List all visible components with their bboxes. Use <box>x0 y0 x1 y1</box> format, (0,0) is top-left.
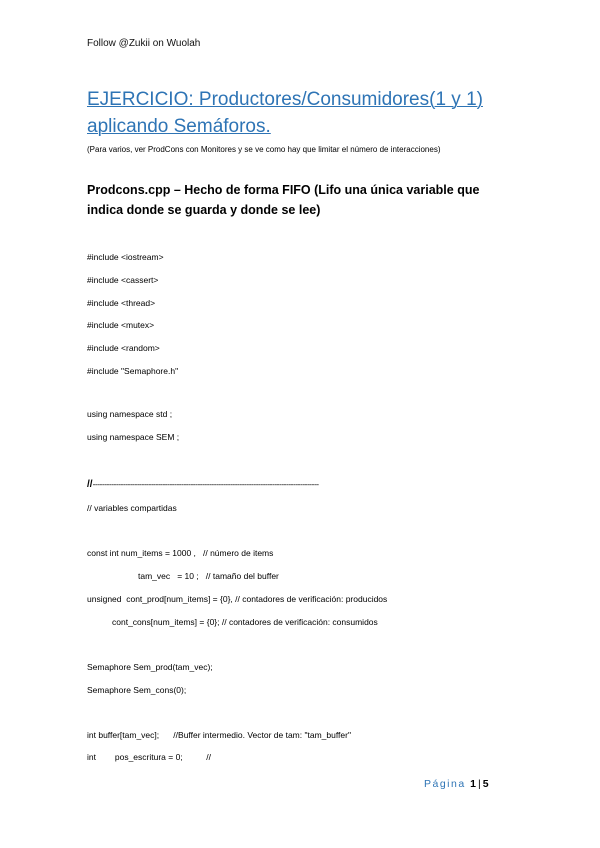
code-line-include-random: #include <random> <box>87 343 160 353</box>
document-title[interactable]: EJERCICIO: Productores/Consumidores(1 y 1) aplicando Semáforos. <box>87 89 483 137</box>
code-line-cont-cons: cont_cons[num_items] = {0}; // contadores de verificación: consumidos <box>112 617 378 627</box>
footer-separator: | <box>477 778 481 790</box>
separator-prefix: // <box>87 479 93 490</box>
code-separator <box>87 479 319 490</box>
code-line-using-sem: using namespace SEM ; <box>87 432 180 442</box>
section-heading: Prodcons.cpp – Hecho de forma FIFO (Lifo una única variable que indica donde se guarda y donde se lee) <box>87 183 480 217</box>
code-line-include-semaphore: #include "Semaphore.h" <box>87 366 179 376</box>
code-line-include-iostream: #include <iostream> <box>87 252 164 262</box>
header-note: Follow @Zukii on Wuolah <box>87 38 201 49</box>
code-line-include-thread: #include <thread> <box>87 298 156 308</box>
subtitle-note: (Para varios, ver ProdCons con Monitores y se ve como hay que limitar el número de interacciones) <box>87 145 441 154</box>
code-line-const: const int num_items = 1000 , // número de items <box>87 548 274 558</box>
code-comment-shared: // variables compartidas <box>87 503 177 513</box>
code-line-include-mutex: #include <mutex> <box>87 320 155 330</box>
page-footer <box>424 778 489 790</box>
page-total: 5 <box>482 778 489 790</box>
code-line-tam-vec: tam_vec = 10 ; // tamaño del buffer <box>138 571 279 581</box>
code-line-include-cassert: #include <cassert> <box>87 275 159 285</box>
code-line-pos-escritura: int pos_escritura = 0; // <box>87 752 212 762</box>
code-line-buffer: int buffer[tam_vec]; //Buffer intermedio. Vector de tam: "tam_buffer" <box>87 730 351 740</box>
separator-dashes: ------------------------------------------------------------------------------------------------- <box>92 479 319 489</box>
page-number: 1 <box>470 778 476 790</box>
code-line-cont-prod: unsigned cont_prod[num_items] = {0}, // contadores de verificación: producidos <box>87 594 388 604</box>
code-line-sem-prod: Semaphore Sem_prod(tam_vec); <box>87 662 213 672</box>
code-line-using-std: using namespace std ; <box>87 409 173 419</box>
code-line-sem-cons: Semaphore Sem_cons(0); <box>87 685 187 695</box>
footer-label: Página <box>424 778 466 790</box>
